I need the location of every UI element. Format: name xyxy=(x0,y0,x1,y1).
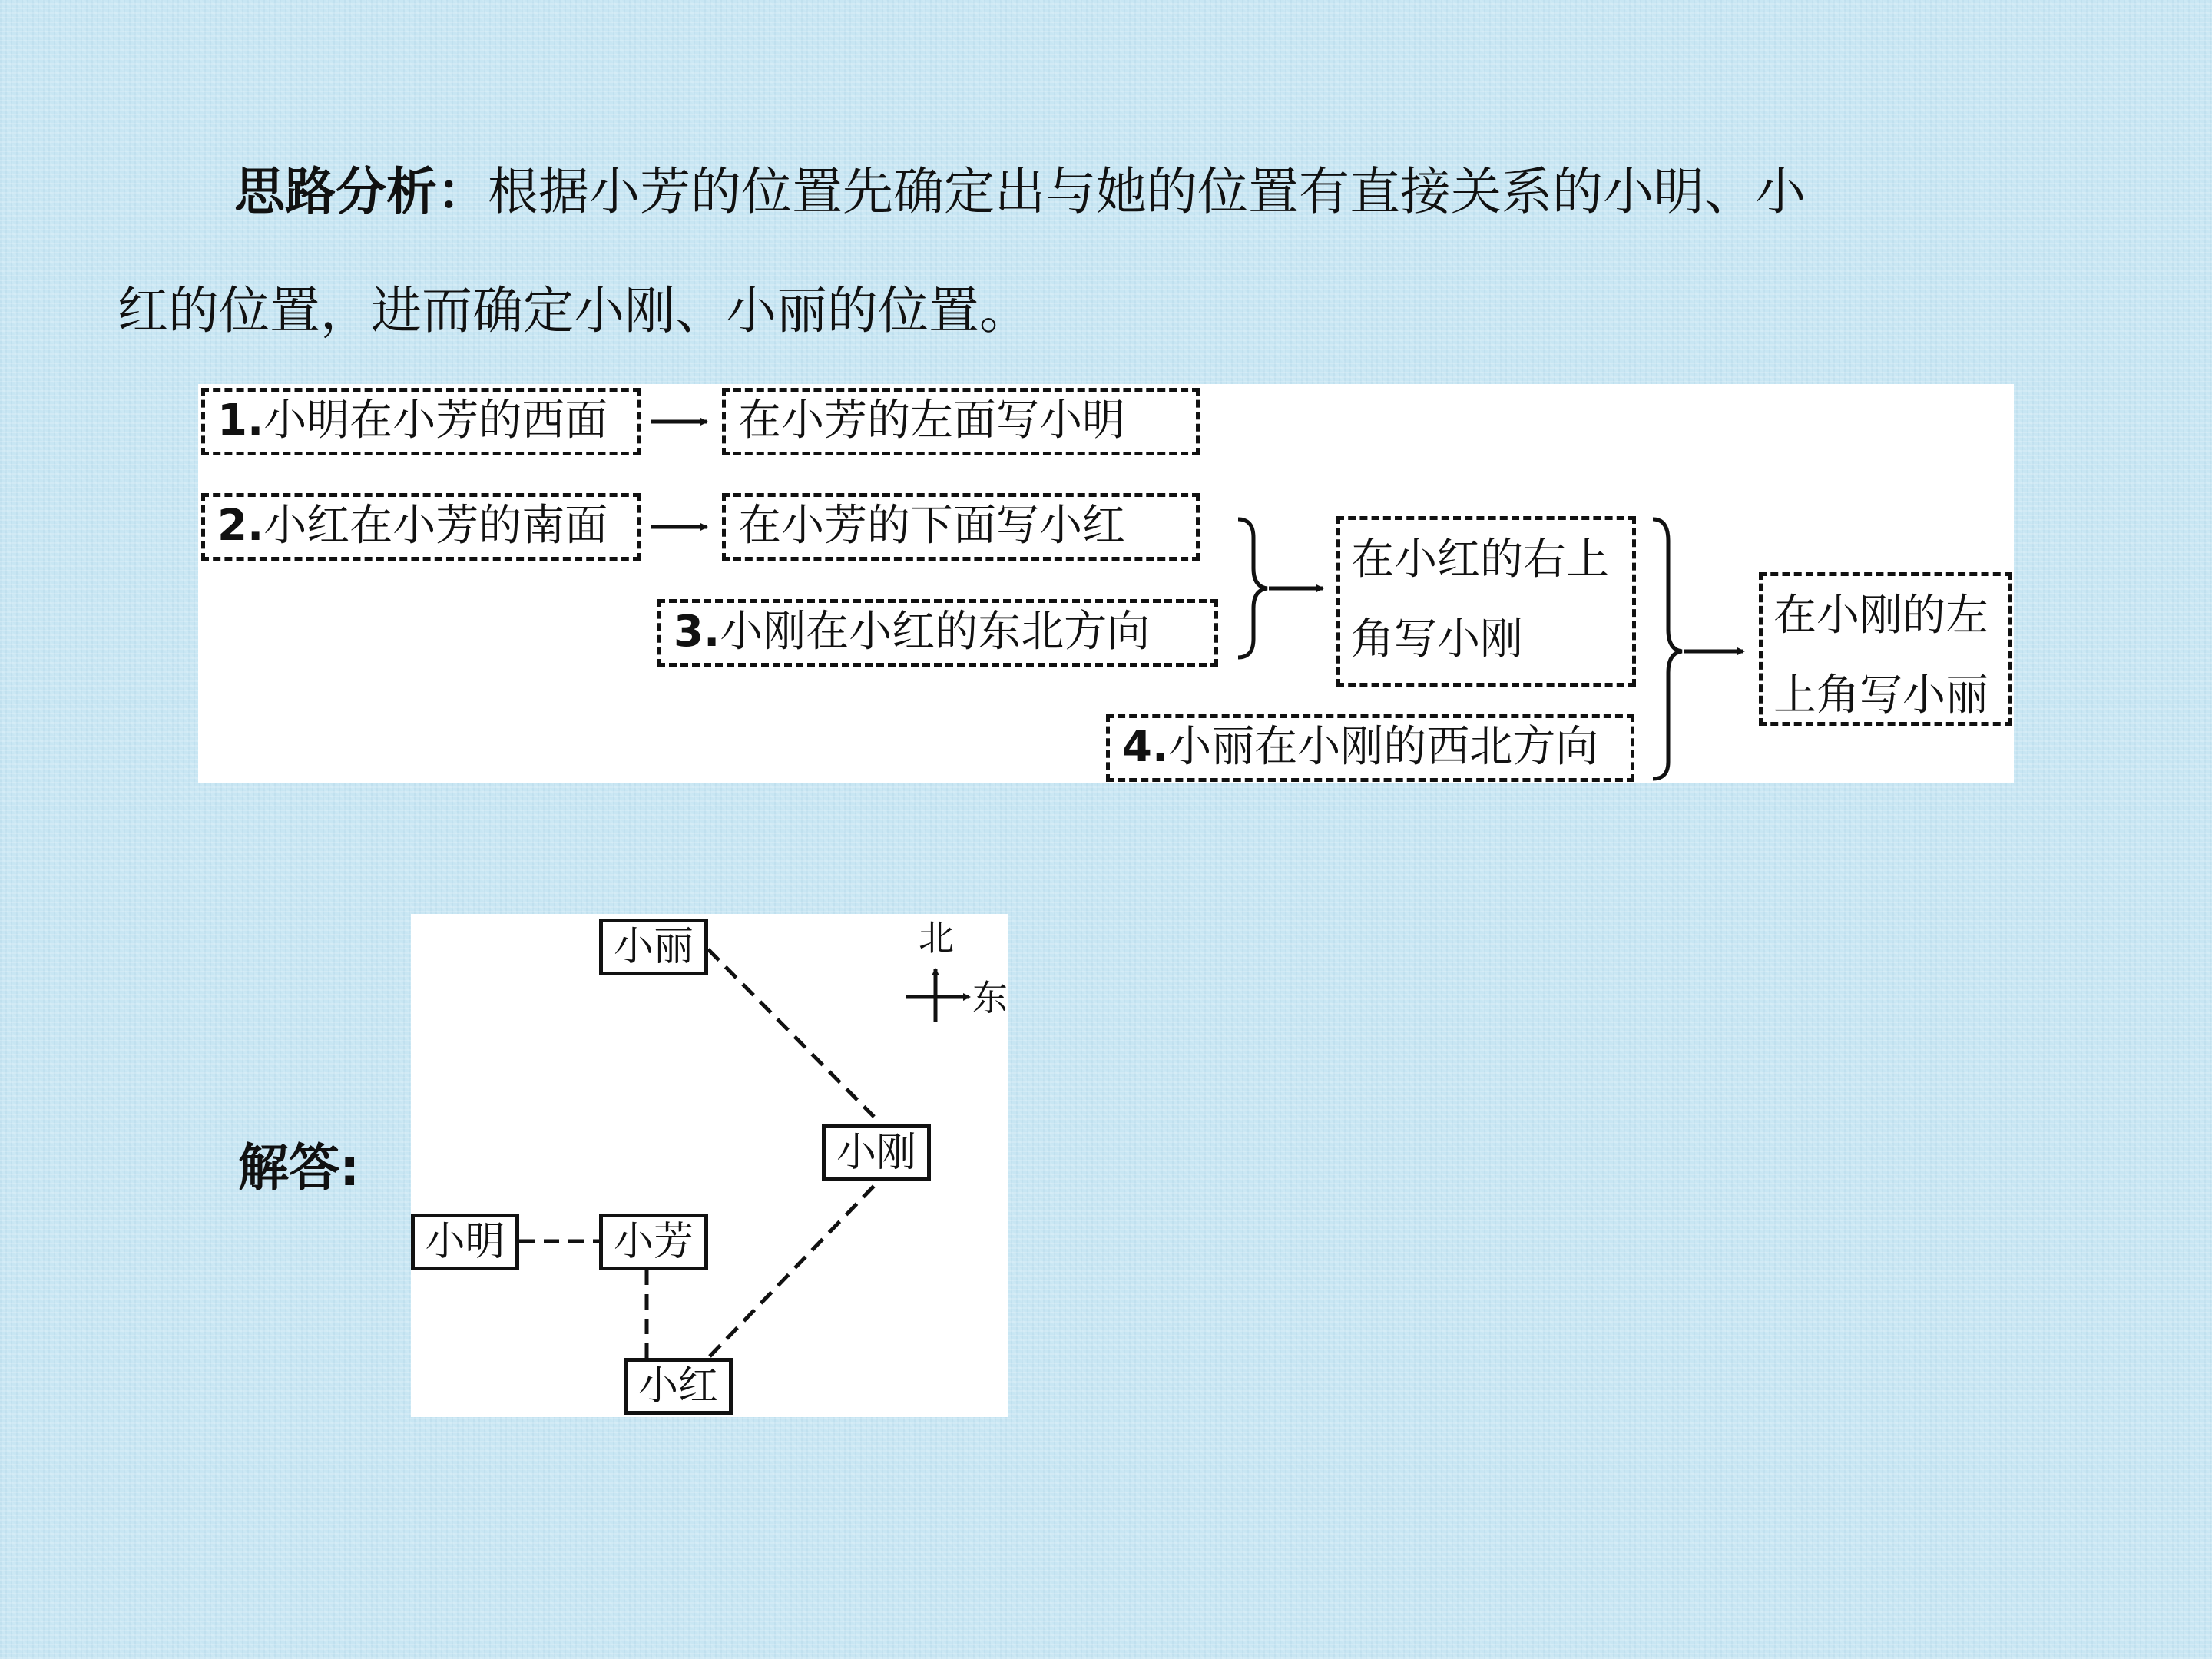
brace-steps-2-3 xyxy=(1238,519,1267,657)
step-4-number: 4. xyxy=(1122,722,1169,772)
step-1-text: 小明在小芳的西面 xyxy=(263,396,608,445)
person-xiaoming: 小明 xyxy=(411,1214,519,1270)
step-2-text: 小红在小芳的南面 xyxy=(263,501,608,551)
result-1-box: 在小芳的左面写小明 xyxy=(722,388,1200,455)
brace-result3-step4 xyxy=(1653,519,1682,779)
analysis-text-1: 根据小芳的位置先确定出与她的位置有直接关系的小明、小 xyxy=(488,162,1806,221)
step-1-number: 1. xyxy=(217,396,264,445)
step-3-text: 小刚在小红的东北方向 xyxy=(720,607,1151,657)
person-xiaoli: 小丽 xyxy=(599,919,708,975)
connector-xiaoli-xiaogang xyxy=(708,949,874,1117)
compass-north-label: 北 xyxy=(919,917,954,959)
step-2-number: 2. xyxy=(217,501,264,551)
answer-label: 解答: xyxy=(238,1138,360,1197)
step-4-text: 小丽在小刚的西北方向 xyxy=(1168,722,1599,772)
result-2-box: 在小芳的下面写小红 xyxy=(722,493,1200,561)
analysis-heading: 思路分析： xyxy=(234,162,488,221)
compass-east-label: 东 xyxy=(972,977,1008,1018)
person-xiaohong: 小红 xyxy=(624,1358,733,1415)
result-4-box: 在小刚的左上角写小丽 xyxy=(1759,572,2012,726)
connector-xiaohong-xiaogang xyxy=(710,1186,874,1356)
result-3-box: 在小红的右上角写小刚 xyxy=(1336,516,1636,687)
person-xiaogang: 小刚 xyxy=(822,1124,931,1181)
step-3-number: 3. xyxy=(674,607,720,657)
analysis-line-2: 红的位置，进而确定小刚、小丽的位置。 xyxy=(118,281,1030,340)
person-xiaofang: 小芳 xyxy=(599,1214,708,1270)
